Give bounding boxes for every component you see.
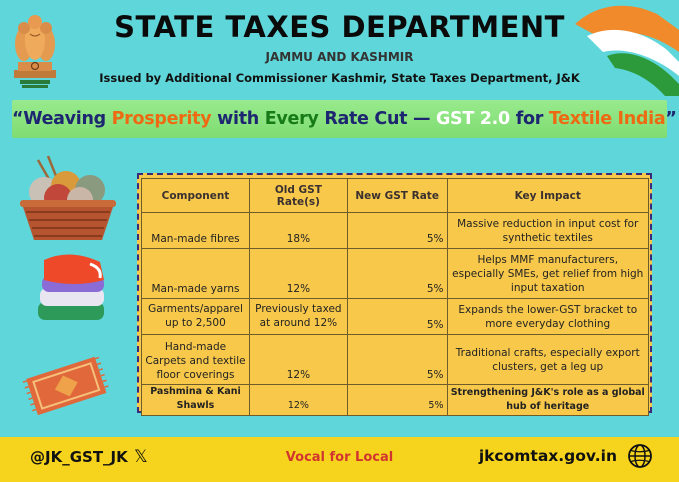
banner-text-part: GST 2.0 (435, 109, 516, 129)
globe-icon[interactable] (627, 443, 653, 469)
cell-key-impact: Expands the lower-GST bracket to more everyday clothing (447, 299, 649, 335)
cell-new-rate: 5% (347, 249, 447, 299)
banner-text-part: Prosperity (111, 109, 218, 129)
banner-text-part: for (515, 109, 549, 129)
page-title: STATE TAXES DEPARTMENT (114, 10, 565, 44)
folded-cloth-icon (30, 250, 114, 325)
cell-old-rate: 12% (249, 385, 347, 416)
cell-component: Pashmina & Kani Shawls (142, 385, 250, 416)
banner-text-part: Every (264, 109, 325, 129)
cell-old-rate: Previously taxed at around 12% (249, 299, 347, 335)
issued-by-line: Issued by Additional Commissioner Kashmir, State Taxes Department, J&K (99, 71, 580, 85)
cell-key-impact: Traditional crafts, especially export clusters, get a leg up (447, 335, 649, 385)
table-row (142, 385, 649, 416)
banner-text-part: with (217, 109, 265, 129)
carpet-icon (20, 355, 112, 415)
column-header-new-rate: New GST Rate (347, 179, 447, 213)
column-header-component: Component (142, 179, 250, 213)
cell-key-impact: Massive reduction in input cost for synthetic textiles (447, 213, 649, 249)
banner-text-part: Textile India (548, 109, 666, 129)
cell-new-rate: 5% (347, 213, 447, 249)
cell-component: Man-made yarns (142, 249, 250, 299)
x-logo-icon[interactable]: 𝕏 (134, 447, 148, 467)
cell-old-rate: 18% (249, 213, 347, 249)
page-subtitle: JAMMU AND KASHMIR (265, 50, 414, 64)
table-row (142, 249, 649, 299)
header (0, 0, 679, 96)
table-row (142, 299, 649, 335)
cell-component: Man-made fibres (142, 213, 250, 249)
cell-new-rate: 5% (347, 385, 447, 416)
cell-key-impact: Strengthening J&K's role as a global hub of heritage (447, 385, 649, 416)
social-handle-link[interactable]: @JK_GST_JK (30, 448, 128, 466)
column-header-old-rate: Old GST Rate(s) (249, 179, 347, 213)
table-header-row (142, 179, 649, 213)
yarn-basket-icon (18, 150, 118, 245)
gst-rate-table-frame (137, 173, 652, 413)
slogan-banner (12, 100, 677, 138)
table-row (142, 335, 649, 385)
cell-old-rate: 12% (249, 249, 347, 299)
cell-new-rate: 5% (347, 299, 447, 335)
banner-text-part: “Weaving (12, 109, 112, 129)
column-header-key-impact: Key Impact (447, 179, 649, 213)
website-link[interactable]: jkcomtax.gov.in (478, 447, 617, 465)
cell-component: Hand-made Carpets and textile floor coverings (142, 335, 250, 385)
cell-key-impact: Helps MMF manufacturers, especially SMEs, get relief from high input taxation (447, 249, 649, 299)
tagline: Vocal for Local (285, 450, 394, 465)
cell-component: Garments/apparel up to 2,500 (142, 299, 250, 335)
cell-new-rate: 5% (347, 335, 447, 385)
cell-old-rate: 12% (249, 335, 347, 385)
banner-text-part: ” (665, 109, 677, 129)
gst-rate-table (141, 178, 649, 416)
table-row (142, 213, 649, 249)
banner-text-part: Rate Cut — (324, 109, 436, 129)
flag-ribbon-icon (567, 0, 679, 96)
